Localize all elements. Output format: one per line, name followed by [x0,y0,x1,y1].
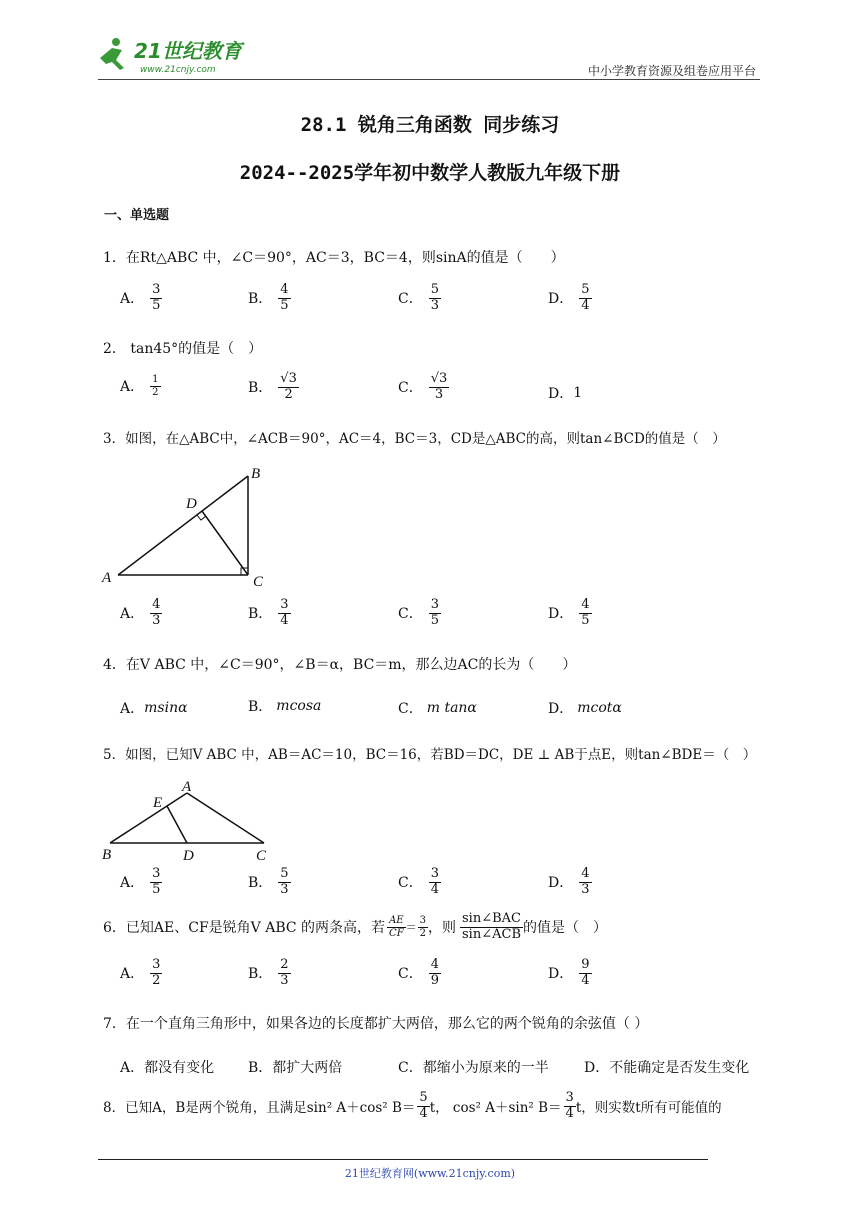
option-text: 不能确定是否发生变化 [609,1060,750,1076]
q2-option-b[interactable] [248,372,299,403]
option-label: B． [248,966,273,983]
fraction: $\frac{4}{5}$ [581,597,590,628]
fraction: $\frac{5}{3}$ [280,866,289,897]
question-1-stem: 1．在Rt△ABC 中，∠C＝90°，AC＝3，BC＝4，则sinA的值是（ ） [103,250,565,266]
stem-text: ，则 [428,920,457,937]
option-label: A． [120,701,145,717]
q5-option-c[interactable] [398,867,441,898]
option-label: B． [248,606,273,623]
option-text: mcotα [577,700,622,716]
q2-option-a[interactable] [120,374,161,398]
q2-option-c[interactable] [398,372,449,403]
logo-text: 21世纪教育 [134,39,242,63]
option-label: D． [548,701,574,717]
option-label: D． [584,1060,610,1076]
option-label: C． [398,606,423,623]
fraction: $\frac{2}{3}$ [280,957,289,988]
question-2-stem: 2． tan45°的值是（ ） [103,341,263,357]
option-label: A． [120,291,145,308]
q4-option-a[interactable] [120,698,188,718]
site-logo [94,34,264,78]
q4-option-d[interactable] [548,698,622,718]
option-text: 都缩小为原来的一半 [422,1060,549,1076]
option-label: D． [548,875,574,892]
fraction: $\frac{5}{3}$ [430,282,439,313]
option-label: A． [120,966,145,983]
option-label: A． [120,875,145,892]
option-label: B． [248,699,273,715]
q6-option-a[interactable] [120,958,162,989]
q6-option-b[interactable] [248,958,291,989]
section-heading: 一、单选题 [104,208,170,223]
fraction: $\frac{3}{5}$ [152,866,161,897]
fraction: $\frac{3}{2}$ [419,915,427,939]
fraction: $\frac{3}{5}$ [430,597,439,628]
fraction: $\frac{4}{3}$ [152,597,161,628]
option-label: A． [120,379,145,395]
option-label: C． [398,701,423,717]
stem-text: t，则实数t所有可能值的 [575,1100,722,1117]
q5-option-a[interactable] [120,867,162,898]
option-label: A． [120,606,145,623]
fraction: $\frac{√3}{2}$ [280,371,297,402]
q5-option-b[interactable] [248,867,291,898]
q1-option-c[interactable] [398,283,441,314]
figure-q5-triangle [98,775,273,865]
fraction: $\frac{5}{4}$ [581,282,590,313]
q3-option-d[interactable] [548,598,592,629]
label-b: B [251,466,261,482]
option-label: B． [248,380,273,397]
fraction: $\frac{3}{2}$ [152,957,161,988]
fraction: $\frac{√3}{3}$ [430,371,448,402]
page-title: 28.1 锐角三角函数 同步练习 [300,114,560,136]
label-c: C [253,574,264,590]
q3-option-a[interactable] [120,598,162,629]
fraction: $\frac{9}{4}$ [581,957,590,988]
option-label: D． [548,291,574,308]
stem-text: 8．已知A，B是两个锐角，且满足sin² A＋cos² B＝ [103,1100,416,1117]
question-3-stem: 3．如图，在△ABC中，∠ACB＝90°，AC＝4，BC＝3，CD是△ABC的高，则tan∠BCD的值是（ ） [103,431,726,447]
fraction: $\frac{4}{9}$ [430,957,439,988]
footer-link[interactable]: 21世纪教育网(www.21cnjy.com) [344,1167,516,1180]
fraction: $\frac{1}{2}$ [152,374,159,398]
question-6-stem [103,912,607,943]
q1-option-a[interactable] [120,283,162,314]
label-e: E [153,795,163,811]
q4-option-c[interactable] [398,698,477,718]
fraction: $\frac{3}{4}$ [430,866,439,897]
fraction: $\frac{4}{5}$ [280,282,289,313]
q7-option-a[interactable] [120,1057,214,1077]
q6-option-d[interactable] [548,958,592,989]
label-d: D [183,848,194,864]
option-label: D． [548,386,574,402]
option-label: C． [398,966,423,983]
stem-text: t， cos² A＋sin² B＝ [429,1100,562,1117]
option-label: B． [248,875,273,892]
fraction: $\frac{AE}{CF}$ [389,915,404,939]
fraction: $\frac{5}{4}$ [419,1090,428,1121]
option-label: D． [548,966,574,983]
question-5-stem: 5．如图，已知V ABC 中，AB＝AC＝10，BC＝16，若BD＝DC，DE ⊥ AB于点E，则tan∠BDE＝（ ） [103,747,757,763]
label-b: B [102,847,112,863]
q2-option-d[interactable] [548,383,582,403]
footer-divider [98,1159,708,1160]
q6-option-c[interactable] [398,958,441,989]
q1-option-b[interactable] [248,283,291,314]
header-right-text: 中小学教育资源及组卷应用平台 [587,64,756,78]
stem-text: 的值是（ ） [523,920,607,937]
q4-option-b[interactable] [248,696,321,716]
option-text: msinα [144,700,188,716]
option-text: 1 [573,385,583,401]
q7-option-b[interactable] [248,1057,342,1077]
label-a: A [102,570,112,586]
question-8-stem [103,1091,722,1122]
option-text: 都扩大两倍 [272,1060,343,1076]
fraction: $\frac{\text{sin∠BAC}}{\text{sin∠ACB}}$ [462,911,521,942]
q7-option-c[interactable] [398,1057,549,1077]
question-7-stem: 7．在一个直角三角形中，如果各边的长度都扩大两倍，那么它的两个锐角的余弦值（ ） [103,1016,649,1032]
option-text: mcosa [276,698,322,714]
option-text: 都没有变化 [144,1060,215,1076]
q3-option-b[interactable] [248,598,291,629]
option-label: C． [398,875,423,892]
option-label: B． [248,291,273,308]
question-4-stem: 4．在V ABC 中，∠C＝90°，∠B＝α，BC＝m，那么边AC的长为（ ） [103,657,577,673]
option-label: D． [548,606,574,623]
label-c: C [256,848,267,864]
option-label: C． [398,291,423,308]
option-label: B． [248,1060,273,1076]
stem-text: 6．已知AE、CF是锐角V ABC 的两条高，若 [103,920,386,937]
figure-q3-triangle [98,458,278,590]
option-label: C． [398,1060,423,1076]
page-subtitle: 2024--2025学年初中数学人教版九年级下册 [239,162,621,184]
option-label: A． [120,1060,145,1076]
logo-url: www.21cnjy.com [140,65,216,75]
q1-option-d[interactable] [548,283,592,314]
fraction: $\frac{3}{4}$ [280,597,289,628]
equals-sign: ＝ [405,921,417,935]
q3-option-c[interactable] [398,598,441,629]
label-d: D [186,496,197,512]
header-divider [98,79,760,80]
option-text: m tanα [426,700,477,716]
q7-option-d[interactable] [584,1057,749,1077]
fraction: $\frac{3}{4}$ [565,1090,574,1121]
option-label: C． [398,380,423,397]
fraction: $\frac{3}{5}$ [152,282,161,313]
label-a: A [182,779,192,795]
fraction: $\frac{4}{3}$ [581,866,590,897]
q5-option-d[interactable] [548,867,592,898]
